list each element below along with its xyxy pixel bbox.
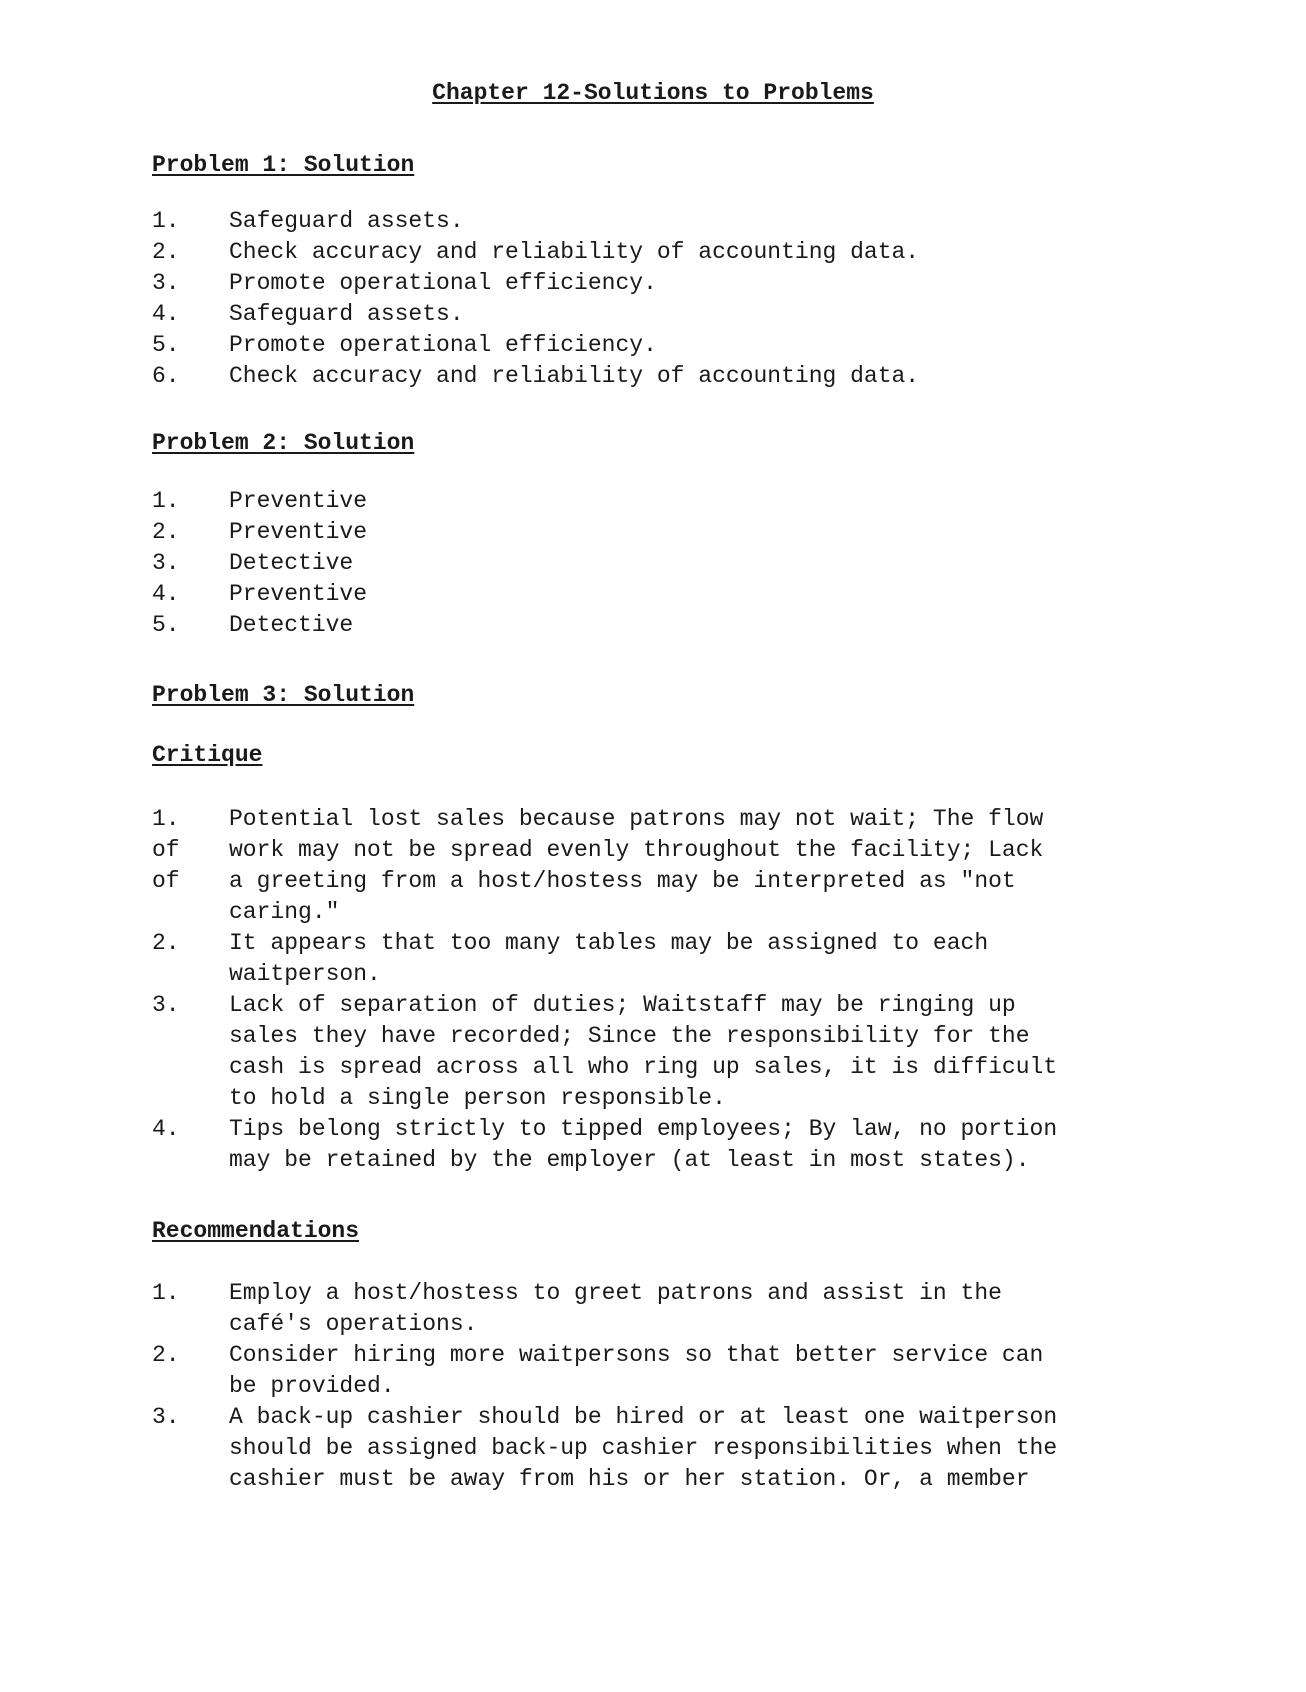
list-item: [152, 1340, 1152, 1402]
item-text-line: Consider hiring more waitpersons so that better service can: [229, 1342, 1044, 1368]
problem-3-heading: Problem 3: Solution: [152, 682, 415, 708]
overflow-fragment: of: [152, 868, 180, 894]
list-item: [152, 299, 1152, 330]
page-title: Chapter 12-Solutions to Problems: [432, 80, 874, 106]
item-text: Detective: [229, 550, 354, 576]
list-item: [152, 1114, 1152, 1176]
item-text-line: a greeting from a host/hostess may be interpreted as "not: [229, 868, 1016, 894]
item-text-line: caring.": [229, 899, 340, 925]
item-text-line: A back-up cashier should be hired or at least one waitperson: [229, 1404, 1058, 1430]
list-item: [152, 268, 1152, 299]
recommendations-list: [152, 1278, 1152, 1495]
overflow-fragment: of: [152, 837, 180, 863]
list-item: [152, 206, 1152, 237]
list-item: [152, 237, 1152, 268]
item-text-line: café's operations.: [229, 1311, 478, 1337]
list-item: [152, 804, 1152, 928]
item-text-line: to hold a single person responsible.: [229, 1085, 726, 1111]
problem-2-heading: Problem 2: Solution: [152, 430, 415, 456]
list-item: [152, 330, 1152, 361]
item-text-line: Employ a host/hostess to greet patrons and assist in the: [229, 1280, 1002, 1306]
item-number: 1.: [152, 208, 180, 234]
item-number: 1.: [152, 806, 180, 832]
item-number: 2.: [152, 519, 180, 545]
list-item: [152, 990, 1152, 1114]
item-text-line: cashier must be away from his or her station. Or, a member: [229, 1466, 1030, 1492]
item-number: 1.: [152, 488, 180, 514]
item-number: 4.: [152, 1116, 180, 1142]
list-item: [152, 361, 1152, 392]
problem-2-list: [152, 486, 1152, 641]
item-text-line: should be assigned back-up cashier responsibilities when the: [229, 1435, 1058, 1461]
item-number: 3.: [152, 992, 180, 1018]
item-text: Promote operational efficiency.: [229, 332, 657, 358]
list-item: [152, 517, 1152, 548]
list-item: [152, 928, 1152, 990]
critique-list: [152, 804, 1152, 1176]
item-number: 3.: [152, 270, 180, 296]
item-text-line: sales they have recorded; Since the responsibility for the: [229, 1023, 1030, 1049]
item-text: Promote operational efficiency.: [229, 270, 657, 296]
item-text-line: It appears that too many tables may be assigned to each: [229, 930, 989, 956]
item-number: 2.: [152, 930, 180, 956]
item-text: Detective: [229, 612, 354, 638]
item-number: 1.: [152, 1280, 180, 1306]
list-item: [152, 486, 1152, 517]
item-text: Safeguard assets.: [229, 208, 464, 234]
item-text: Preventive: [229, 488, 368, 514]
item-text: Safeguard assets.: [229, 301, 464, 327]
list-item: [152, 610, 1152, 641]
list-item: [152, 1278, 1152, 1340]
item-text: Preventive: [229, 519, 368, 545]
item-number: 2.: [152, 239, 180, 265]
item-number: 4.: [152, 581, 180, 607]
item-text: Preventive: [229, 581, 368, 607]
item-number: 6.: [152, 363, 180, 389]
list-item: [152, 1402, 1152, 1495]
item-number: 2.: [152, 1342, 180, 1368]
item-number: 5.: [152, 332, 180, 358]
item-number: 3.: [152, 550, 180, 576]
critique-heading: Critique: [152, 742, 263, 768]
item-text: Check accuracy and reliability of accounting data.: [229, 363, 920, 389]
item-text-line: work may not be spread evenly throughout the facility; Lack: [229, 837, 1044, 863]
item-text-line: Tips belong strictly to tipped employees; By law, no portion: [229, 1116, 1058, 1142]
problem-1-heading: Problem 1: Solution: [152, 152, 415, 178]
list-item: [152, 579, 1152, 610]
item-number: 3.: [152, 1404, 180, 1430]
item-text-line: may be retained by the employer (at least in most states).: [229, 1147, 1030, 1173]
item-number: 4.: [152, 301, 180, 327]
item-text-line: be provided.: [229, 1373, 395, 1399]
item-number: 5.: [152, 612, 180, 638]
item-text: Check accuracy and reliability of accounting data.: [229, 239, 920, 265]
item-text-line: waitperson.: [229, 961, 381, 987]
item-text-line: Lack of separation of duties; Waitstaff may be ringing up: [229, 992, 1016, 1018]
item-text-line: Potential lost sales because patrons may not wait; The flow: [229, 806, 1044, 832]
item-text-line: cash is spread across all who ring up sales, it is difficult: [229, 1054, 1058, 1080]
recommendations-heading: Recommendations: [152, 1218, 360, 1244]
problem-1-list: [152, 206, 1152, 392]
list-item: [152, 548, 1152, 579]
